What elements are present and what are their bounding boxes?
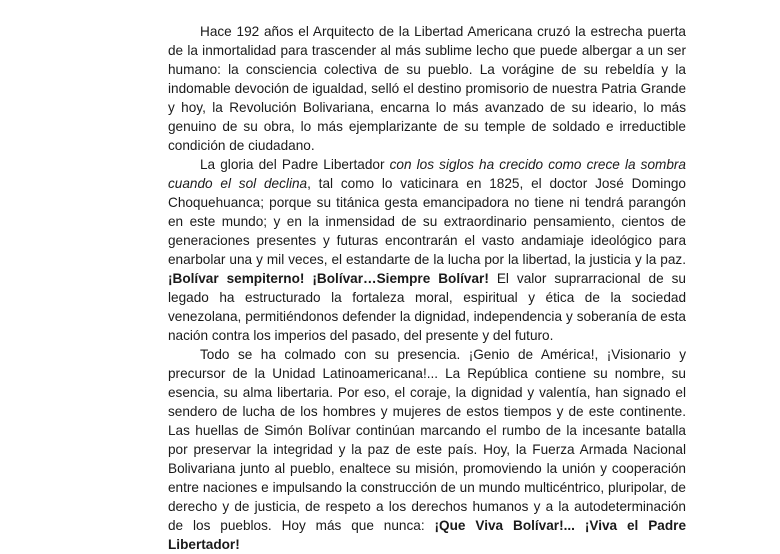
paragraph-2-text-1: La gloria del Padre Libertador (200, 157, 390, 172)
paragraph-2-text-2: , tal como lo vaticinara en 1825, el doctor José Domingo Choquehuanca; porque su titánica gesta emancipadora no tiene ni tendrá parangón en este mundo; y en la inmensidad de su extraordinario pensamiento, cientos de generaciones presentes y futuras encontrarán el vasto andamiaje ideológico para enarbolar una y mil veces, el estandarte de la lucha por la libertad, la justicia y la paz. (168, 176, 686, 267)
paragraph-3-text: Todo se ha colmado con su presencia. ¡Genio de América!, ¡Visionario y precursor de la Unidad Latinoamericana!... La República contiene su nombre, su esencia, su alma libertaria. Por eso, el coraje, la dignidad y valentía, han signado el sendero de lucha de los hombres y mujeres de estos tiempos y de este continente. Las huellas de Simón Bolívar continúan marcando el rumbo de la incesante batalla por preservar la integridad y la paz de este país. Hoy, la Fuerza Armada Nacional Bolivariana junto al pueblo, enaltece su misión, promoviendo la unión y cooperación entre naciones e impulsando la construcción de un mundo multicéntrico, pluripolar, de derecho y de justicia, de respeto a los derechos humanos y a la autodeterminación de los pueblos. Hoy más que nunca: (168, 347, 686, 533)
bolivar-exclamation: ¡Bolívar sempiterno! ¡Bolívar…Siempre Bolívar! (168, 271, 489, 286)
choquehuanca-quote: con los siglos ha crecido como crece la sombra cuando el sol declina (168, 157, 686, 191)
closing-exclamation: ¡Que Viva Bolívar!... ¡Viva el Padre Libertador! (168, 518, 687, 552)
paragraph-3 (168, 345, 686, 554)
paragraph-2-text-3: El valor suprarracional de su legado ha estructurado la fortaleza moral, espiritual y ética de la sociedad venezolana, permitiéndonos defender la dignidad, independencia y soberanía de esta nación contra los imperios del pasado, del presente y del futuro. (168, 271, 686, 343)
paragraph-1-text: Hace 192 años el Arquitecto de la Libertad Americana cruzó la estrecha puerta de la inmortalidad para trascender al más sublime lecho que puede albergar a un ser humano: la consciencia colectiva de su pueblo. La vorágine de su rebeldía y la indomable devoción de igualdad, selló el destino promisorio de nuestra Patria Grande y hoy, la Revolución Bolivariana, encarna lo más avanzado de su ideario, lo más genuino de su obra, lo más ejemplarizante de su temple de soldado e irreductible condición de ciudadano. (168, 24, 686, 153)
document-body (168, 22, 686, 554)
paragraph-2 (168, 155, 686, 345)
paragraph-1 (168, 22, 686, 155)
